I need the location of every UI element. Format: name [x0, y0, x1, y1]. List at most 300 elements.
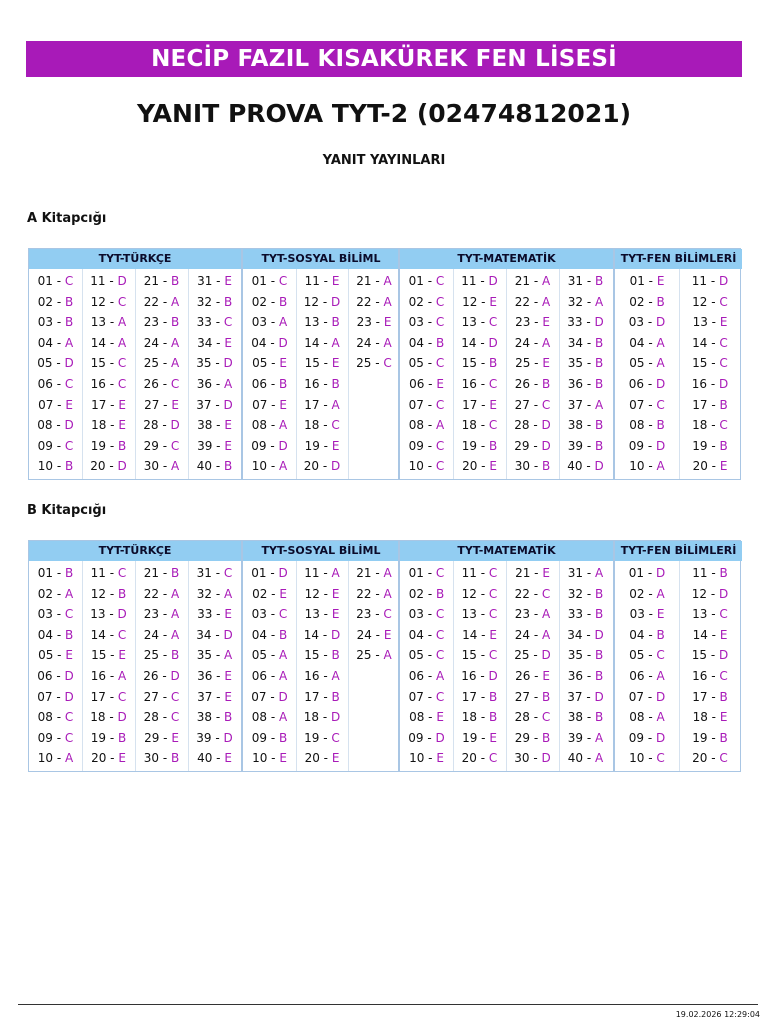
- question-number: 10: [252, 751, 268, 766]
- answer-letter: A: [595, 294, 604, 309]
- answer-letter: E: [719, 315, 728, 330]
- answer-cell: 04 - B: [251, 627, 288, 642]
- answer-cell: 08 - B: [629, 418, 665, 433]
- answer-letter: A: [595, 751, 604, 766]
- answer-cell: 16 - C: [692, 669, 728, 683]
- answer-letter: B: [279, 294, 288, 309]
- answer-cell: 23 - C: [356, 607, 392, 622]
- answer-letter: B: [595, 586, 604, 601]
- answer-letter: C: [64, 607, 74, 622]
- question-number: 36: [567, 669, 584, 683]
- answer-letter: A: [542, 294, 551, 309]
- answer-letter: E: [224, 335, 232, 350]
- question-number: 39: [567, 438, 584, 453]
- question-number: 40: [567, 459, 583, 474]
- answer-cell: 38 - B: [196, 710, 233, 725]
- answer-cell: 08 - A: [251, 418, 288, 433]
- question-number: 10: [251, 459, 268, 474]
- answer-letter: B: [436, 586, 445, 601]
- answer-letter: B: [595, 335, 604, 350]
- question-number: 24: [514, 335, 531, 350]
- answer-cell: 11 - C: [90, 566, 127, 580]
- answer-cell: 39 - B: [567, 438, 604, 453]
- answer-cell: 19 - B: [692, 730, 728, 745]
- answer-letter: C: [435, 274, 445, 288]
- question-number: 04: [408, 335, 425, 350]
- question-number: 07: [37, 689, 53, 704]
- answer-cell: 40 - D: [567, 459, 604, 474]
- answer-cell: 25 - A: [143, 356, 180, 371]
- question-number: 03: [628, 315, 645, 330]
- answer-cell: 33 - B: [567, 607, 604, 622]
- answer-cell: 22 - A: [356, 586, 392, 601]
- question-number: 04: [251, 335, 267, 350]
- subject-header: TYT-TÜRKÇE: [29, 541, 241, 561]
- answer-letter: E: [118, 418, 126, 433]
- answer-letter: E: [331, 607, 340, 622]
- answer-letter: D: [719, 586, 729, 601]
- answer-letter: C: [117, 377, 127, 391]
- answer-cell: 17 - B: [304, 689, 340, 704]
- question-number: 20: [304, 751, 320, 766]
- answer-cell: 09 - D: [408, 730, 445, 745]
- answer-cell: 24 - A: [514, 627, 551, 642]
- answer-cell: 14 - A: [304, 335, 340, 350]
- question-number: 22: [143, 586, 160, 601]
- answer-letter: D: [594, 459, 604, 474]
- question-number: 11: [461, 274, 477, 288]
- answer-cell: 07 - C: [408, 689, 445, 704]
- answer-letter: D: [719, 648, 729, 663]
- answer-cell: 01 - D: [251, 566, 288, 580]
- answer-cell: 18 - C: [304, 418, 340, 433]
- question-number: 33: [567, 315, 583, 330]
- answer-letter: C: [117, 566, 127, 580]
- answer-letter: D: [656, 438, 666, 453]
- answer-letter: A: [118, 669, 127, 683]
- answer-letter: E: [331, 586, 340, 601]
- answer-letter: B: [542, 730, 551, 745]
- answer-letter: B: [656, 627, 665, 642]
- question-number: 03: [408, 607, 424, 622]
- answer-letter: A: [542, 607, 551, 622]
- answer-cell: 02 - B: [251, 294, 288, 309]
- question-number: 12: [304, 586, 320, 601]
- question-number: 31: [196, 566, 212, 580]
- question-number: 05: [37, 356, 53, 371]
- answer-cell: 05 - C: [408, 356, 445, 371]
- answer-letter: B: [279, 627, 288, 642]
- question-number: 37: [197, 689, 213, 704]
- answer-letter: C: [117, 689, 127, 704]
- answer-cell: 17 - C: [90, 689, 127, 704]
- answer-letter: C: [719, 294, 728, 309]
- question-number: 11: [691, 274, 708, 288]
- question-number: 04: [37, 627, 54, 642]
- question-number: 19: [692, 730, 708, 745]
- answer-cell: 09 - C: [37, 730, 74, 745]
- question-number: 14: [90, 627, 106, 642]
- question-number: 38: [567, 710, 584, 725]
- answer-letter: A: [171, 627, 180, 642]
- answer-letter: D: [656, 689, 666, 704]
- answer-letter: C: [117, 356, 127, 371]
- question-number: 29: [143, 438, 159, 453]
- answer-letter: C: [719, 669, 728, 683]
- answer-cell: 22 - C: [514, 586, 551, 601]
- question-number: 25: [514, 648, 530, 663]
- answer-cell: 24 - E: [356, 627, 392, 642]
- answer-cell: 28 - C: [514, 710, 551, 725]
- answer-cell: 27 - C: [514, 397, 551, 412]
- answer-cell: 37 - D: [567, 689, 604, 704]
- answer-cell: 31 - E: [197, 274, 232, 288]
- question-number: 11: [304, 274, 320, 288]
- answer-cell: 13 - C: [461, 607, 498, 622]
- answer-cell: 01 - E: [629, 274, 665, 288]
- answer-cell: 26 - C: [143, 377, 180, 391]
- answer-cell: 10 - C: [408, 459, 445, 474]
- answer-letter: E: [489, 627, 497, 642]
- answer-letter: D: [278, 438, 288, 453]
- subject-header: TYT-MATEMATİK: [400, 541, 613, 561]
- answer-letter: D: [719, 377, 729, 391]
- answer-letter: C: [488, 751, 498, 766]
- question-number: 05: [251, 648, 268, 663]
- question-number: 17: [462, 397, 478, 412]
- question-number: 30: [514, 459, 531, 474]
- question-number: 10: [629, 459, 645, 474]
- answer-letter: C: [656, 751, 665, 766]
- answer-cell: 10 - A: [629, 459, 665, 474]
- question-number: 08: [409, 710, 425, 725]
- answer-letter: A: [279, 710, 288, 725]
- question-number: 13: [304, 315, 320, 330]
- question-number: 02: [37, 294, 54, 309]
- answer-letter: E: [118, 648, 126, 663]
- answer-cell: 32 - B: [567, 586, 604, 601]
- question-number: 25: [515, 356, 531, 371]
- question-number: 36: [567, 377, 584, 391]
- question-number: 01: [629, 274, 645, 288]
- question-number: 32: [567, 294, 584, 309]
- answer-cell: 17 - E: [462, 397, 497, 412]
- answer-letter: E: [224, 669, 232, 683]
- question-number: 08: [629, 418, 645, 433]
- answer-cell: 06 - D: [628, 377, 666, 391]
- answer-cell: 36 - A: [196, 377, 233, 391]
- question-number: 14: [303, 627, 320, 642]
- answer-cell: 31 - A: [567, 566, 604, 580]
- question-number: 05: [38, 648, 54, 663]
- question-number: 06: [408, 669, 425, 683]
- question-number: 08: [37, 418, 53, 433]
- answer-letter: B: [65, 627, 74, 642]
- answer-letter: B: [171, 315, 180, 330]
- answer-letter: A: [118, 335, 127, 350]
- answer-letter: E: [279, 397, 287, 412]
- answer-letter: D: [435, 730, 445, 745]
- answer-letter: B: [719, 730, 728, 745]
- question-number: 26: [514, 377, 531, 391]
- answer-cell: 18 - E: [692, 710, 728, 725]
- answer-cell: 21 - E: [515, 566, 550, 580]
- question-number: 35: [567, 356, 584, 371]
- answer-cell: 23 - A: [514, 607, 551, 622]
- question-number: 19: [692, 438, 708, 453]
- question-number: 12: [692, 294, 708, 309]
- answer-letter: D: [278, 335, 288, 350]
- answer-cell: 14 - D: [303, 627, 341, 642]
- answer-letter: B: [595, 669, 604, 683]
- answer-letter: D: [278, 689, 288, 704]
- question-number: 22: [356, 294, 372, 309]
- question-number: 09: [408, 730, 424, 745]
- answer-cell: 33 - C: [196, 315, 233, 330]
- answer-letter: B: [595, 418, 604, 433]
- answer-cell: 25 - C: [356, 356, 392, 371]
- answer-letter: E: [171, 397, 179, 412]
- question-number: 15: [461, 356, 478, 371]
- question-number: 15: [91, 648, 107, 663]
- answer-letter: D: [541, 438, 551, 453]
- answer-cell: 05 - A: [629, 356, 665, 371]
- answer-letter: A: [331, 669, 340, 683]
- question-number: 04: [251, 627, 268, 642]
- answer-cell: 21 - B: [143, 566, 180, 580]
- question-number: 24: [356, 627, 372, 642]
- answer-cell: 05 - C: [408, 648, 445, 663]
- answer-letter: B: [436, 335, 445, 350]
- answer-letter: A: [279, 459, 288, 474]
- answer-letter: B: [171, 566, 180, 580]
- question-number: 30: [143, 751, 160, 766]
- answer-cell: 30 - A: [143, 459, 180, 474]
- answer-letter: C: [170, 689, 180, 704]
- answer-cell: 15 - C: [90, 356, 127, 371]
- answer-letter: A: [331, 397, 340, 412]
- answer-cell: 30 - B: [143, 751, 180, 766]
- answer-letter: E: [331, 274, 340, 288]
- question-number: 24: [356, 335, 372, 350]
- question-number: 35: [196, 648, 213, 663]
- answer-letter: B: [224, 710, 233, 725]
- question-number: 16: [461, 377, 477, 391]
- answer-letter: D: [541, 751, 551, 766]
- answer-cell: 14 - C: [692, 335, 728, 350]
- question-number: 34: [196, 627, 212, 642]
- answer-cell: 25 - A: [356, 648, 392, 663]
- answer-letter: E: [331, 438, 340, 453]
- question-number: 20: [90, 459, 106, 474]
- answer-cell: 22 - A: [356, 294, 392, 309]
- question-number: 32: [196, 586, 213, 601]
- answer-cell: 15 - C: [692, 356, 728, 371]
- question-number: 08: [408, 418, 425, 433]
- answer-cell: 07 - C: [408, 397, 445, 412]
- answer-cell: 16 - C: [90, 377, 127, 391]
- answer-letter: C: [488, 377, 498, 391]
- question-number: 20: [462, 459, 478, 474]
- answer-cell: 13 - C: [461, 315, 498, 330]
- answer-cell: 31 - C: [196, 566, 233, 580]
- question-number: 36: [196, 377, 213, 391]
- question-number: 20: [91, 751, 107, 766]
- answer-letter: B: [224, 294, 233, 309]
- question-number: 05: [629, 356, 645, 371]
- question-number: 14: [304, 335, 320, 350]
- question-number: 26: [143, 669, 159, 683]
- answer-cell: 24 - A: [143, 335, 180, 350]
- answer-letter: E: [489, 459, 497, 474]
- answer-cell: 20 - E: [462, 459, 497, 474]
- answer-cell: 02 - A: [629, 586, 665, 601]
- answer-cell: 17 - B: [692, 397, 728, 412]
- answer-letter: D: [64, 689, 74, 704]
- answer-cell: 03 - B: [37, 315, 74, 330]
- answer-letter: D: [488, 669, 498, 683]
- question-number: 18: [692, 710, 708, 725]
- answer-letter: D: [331, 459, 341, 474]
- answer-cell: 30 - D: [514, 751, 551, 766]
- answer-letter: B: [542, 689, 551, 704]
- question-number: 01: [628, 566, 645, 580]
- question-number: 01: [251, 274, 267, 288]
- answer-cell: 09 - D: [628, 438, 666, 453]
- answer-cell: 03 - C: [408, 607, 445, 622]
- question-number: 23: [515, 315, 531, 330]
- answer-letter: B: [595, 356, 604, 371]
- answer-cell: 07 - E: [252, 397, 287, 412]
- answer-cell: 06 - C: [37, 377, 74, 391]
- answer-letter: B: [279, 730, 288, 745]
- answer-letter: B: [65, 566, 74, 580]
- question-number: 17: [692, 397, 708, 412]
- question-number: 21: [356, 566, 372, 580]
- answer-letter: A: [383, 586, 392, 601]
- answer-cell: 35 - B: [567, 356, 604, 371]
- answer-letter: C: [719, 335, 728, 350]
- question-number: 18: [461, 418, 477, 433]
- answer-letter: B: [171, 751, 180, 766]
- answer-letter: B: [719, 438, 728, 453]
- answer-letter: D: [117, 274, 127, 288]
- answer-cell: 36 - E: [197, 669, 232, 683]
- answer-letter: A: [595, 730, 604, 745]
- question-number: 08: [251, 710, 268, 725]
- answer-letter: A: [656, 459, 665, 474]
- answer-cell: 18 - B: [461, 710, 498, 725]
- question-number: 01: [37, 566, 54, 580]
- question-number: 18: [303, 710, 320, 725]
- question-number: 31: [567, 274, 584, 288]
- question-number: 14: [692, 335, 708, 350]
- answer-letter: E: [279, 586, 287, 601]
- answer-letter: C: [278, 607, 288, 622]
- answer-letter: D: [656, 315, 666, 330]
- question-number: 02: [37, 586, 54, 601]
- answer-letter: B: [595, 710, 604, 725]
- footer-timestamp: 19.02.2026 12:29:04: [675, 1010, 760, 1019]
- answer-cell: 35 - B: [567, 648, 604, 663]
- question-number: 12: [462, 294, 478, 309]
- answer-letter: C: [719, 356, 728, 371]
- answer-letter: E: [542, 315, 550, 330]
- answer-cell: 19 - C: [304, 730, 340, 745]
- answer-cell: 29 - E: [144, 730, 179, 745]
- question-number: 22: [514, 586, 530, 601]
- answer-letter: A: [542, 335, 551, 350]
- answer-cell: 08 - C: [37, 710, 74, 725]
- answer-cell: 32 - B: [196, 294, 233, 309]
- answer-cell: 04 - A: [629, 335, 665, 350]
- answer-cell: 37 - D: [196, 397, 233, 412]
- answer-cell: 14 - A: [90, 335, 127, 350]
- answer-letter: E: [542, 669, 550, 683]
- answer-letter: C: [64, 377, 74, 391]
- answer-letter: A: [331, 335, 340, 350]
- answer-cell: 01 - D: [628, 566, 666, 580]
- question-number: 17: [91, 397, 107, 412]
- answer-letter: A: [383, 294, 392, 309]
- answer-letter: C: [541, 397, 551, 412]
- answer-cell: 25 - B: [143, 648, 180, 663]
- answer-cell: 01 - C: [408, 566, 445, 580]
- answer-cell: 28 - C: [143, 710, 180, 725]
- answer-cell: 11 - C: [461, 566, 498, 580]
- answer-cell: 20 - E: [91, 751, 126, 766]
- answer-cell: 18 - C: [692, 418, 728, 433]
- answer-cell: 13 - B: [304, 315, 340, 330]
- answer-letter: E: [118, 751, 126, 766]
- answer-letter: D: [656, 566, 666, 580]
- answer-cell: 27 - B: [514, 689, 551, 704]
- answer-letter: E: [719, 627, 728, 642]
- answer-cell: 12 - E: [304, 586, 340, 601]
- answer-cell: 16 - A: [304, 669, 340, 683]
- answer-cell: 04 - B: [629, 627, 665, 642]
- answer-letter: E: [436, 710, 444, 725]
- subject-header: TYT-MATEMATİK: [400, 249, 613, 269]
- answer-cell: 35 - D: [196, 356, 233, 371]
- question-number: 15: [691, 648, 708, 663]
- answer-cell: 19 - E: [462, 730, 497, 745]
- question-number: 12: [691, 586, 708, 601]
- answer-cell: 06 - A: [251, 669, 288, 683]
- question-number: 23: [356, 607, 372, 622]
- answer-cell: 01 - C: [37, 274, 74, 288]
- answer-letter: D: [223, 730, 233, 745]
- question-number: 16: [90, 377, 106, 391]
- answer-cell: 16 - D: [461, 669, 498, 683]
- answer-cell: 23 - B: [143, 315, 180, 330]
- answer-letter: A: [383, 648, 392, 663]
- question-number: 01: [251, 566, 267, 580]
- answer-letter: E: [118, 397, 126, 412]
- question-number: 34: [197, 335, 213, 350]
- question-number: 03: [629, 607, 645, 622]
- question-number: 16: [304, 377, 320, 391]
- answer-cell: 16 - B: [304, 377, 340, 391]
- answer-letter: C: [223, 566, 233, 580]
- answer-letter: D: [488, 335, 498, 350]
- answer-cell: 08 - D: [37, 418, 74, 433]
- answer-cell: 12 - B: [90, 586, 127, 601]
- answer-letter: B: [719, 397, 728, 412]
- answer-cell: 19 - B: [461, 438, 498, 453]
- question-number: 27: [143, 689, 159, 704]
- answer-cell: 03 - A: [251, 315, 288, 330]
